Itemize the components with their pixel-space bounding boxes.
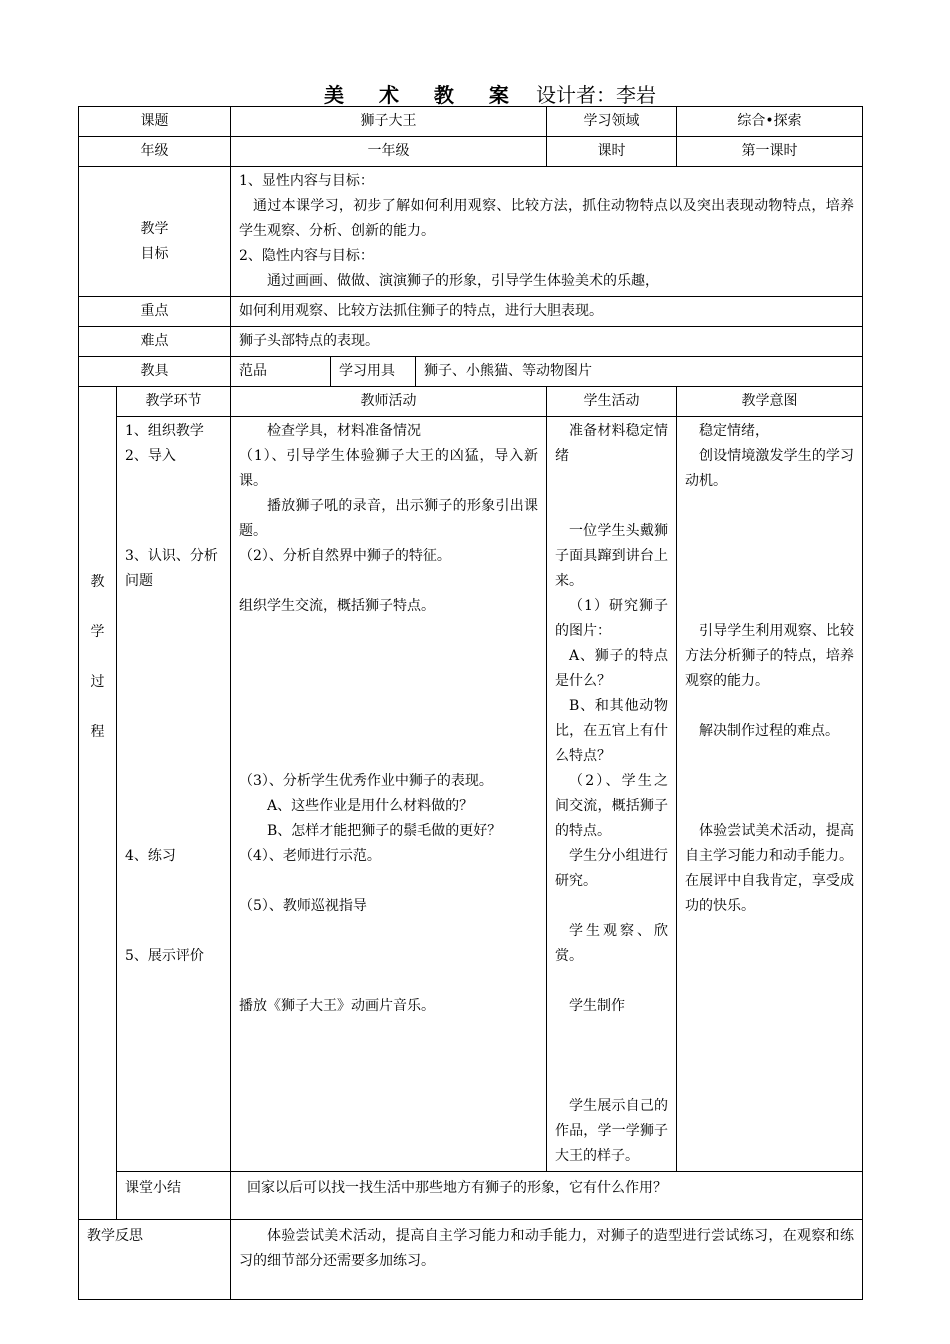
header-stage: 教学环节 bbox=[117, 387, 231, 417]
topic-value: 狮子大王 bbox=[231, 107, 547, 137]
stage-3a: 3、认识、分析 bbox=[125, 548, 218, 564]
field-label: 学习领域 bbox=[547, 107, 677, 137]
stage-4: 4、练习 bbox=[125, 848, 176, 864]
stage-column bbox=[117, 417, 231, 1172]
grade-value: 一年级 bbox=[231, 137, 547, 167]
student-3: （1）研究狮子的图片： bbox=[555, 598, 669, 639]
student-8: 学生观察、欣赏。 bbox=[555, 923, 669, 964]
header-teacher: 教师活动 bbox=[231, 387, 547, 417]
difficulty-text: 狮子头部特点的表现。 bbox=[231, 327, 863, 357]
stage-2: 2、导入 bbox=[125, 448, 176, 464]
topic-label: 课题 bbox=[79, 107, 231, 137]
field-value: 综合•探索 bbox=[677, 107, 863, 137]
teacher-11: 播放《狮子大王》动画片音乐。 bbox=[239, 998, 435, 1014]
page-title: 美 术 教 案 bbox=[324, 83, 523, 107]
student-5: B、和其他动物比，在五官上有什么特点？ bbox=[555, 698, 669, 764]
student-7: 学生分小组进行研究。 bbox=[555, 848, 669, 889]
teacher-4: （2）、分析自然界中狮子的特征。 bbox=[239, 548, 451, 564]
intent-4: 解决制作过程的难点。 bbox=[699, 723, 840, 739]
header-student: 学生活动 bbox=[547, 387, 677, 417]
goals-content bbox=[231, 167, 863, 297]
student-2: 一位学生头戴狮子面具蹿到讲台上来。 bbox=[555, 523, 669, 589]
teacher-8: B、怎样才能把狮子的鬃毛做的更好？ bbox=[267, 823, 502, 839]
tools-sample: 范品 bbox=[231, 357, 331, 387]
period-value: 第一课时 bbox=[677, 137, 863, 167]
page-header bbox=[0, 79, 950, 109]
stage-3b: 问题 bbox=[125, 573, 153, 589]
key-label: 重点 bbox=[79, 297, 231, 327]
key-text: 如何利用观察、比较方法抓住狮子的特点，进行大胆表现。 bbox=[231, 297, 863, 327]
intent-2: 创设情境激发学生的学习动机。 bbox=[685, 448, 855, 489]
goal-line-4: 通过画画、做做、演演狮子的形象，引导学生体验美术的乐趣， bbox=[267, 273, 659, 289]
tools-study: 狮子、小熊猫、等动物图片 bbox=[416, 357, 863, 387]
stage-5: 5、展示评价 bbox=[125, 948, 204, 964]
teacher-1: 检查学具，材料准备情况 bbox=[267, 423, 421, 439]
difficulty-label: 难点 bbox=[79, 327, 231, 357]
summary-text: 回家以后可以找一找生活中那些地方有狮子的形象，它有什么作用？ bbox=[231, 1172, 863, 1220]
reflection-label: 教学反思 bbox=[79, 1220, 231, 1300]
goals-label: 教学 目标 bbox=[79, 167, 231, 297]
designer-label: 设计者：李岩 bbox=[536, 83, 656, 107]
intent-1: 稳定情绪， bbox=[699, 423, 770, 439]
teacher-7: A、这些作业是用什么材料做的？ bbox=[267, 798, 474, 814]
student-10: 学生展示自己的作品，学一学狮子大王的样子。 bbox=[555, 1098, 669, 1164]
teacher-5: 组织学生交流，概括狮子特点。 bbox=[239, 598, 435, 614]
header-intent: 教学意图 bbox=[677, 387, 863, 417]
process-side-label: 教 学 过 程 bbox=[79, 387, 117, 1220]
student-6: （2）、学生之间交流，概括狮子的特点。 bbox=[555, 773, 669, 839]
period-label: 课时 bbox=[547, 137, 677, 167]
teacher-9: （4）、老师进行示范。 bbox=[239, 848, 381, 864]
intent-6: 在展评中自我肯定，享受成功的快乐。 bbox=[685, 873, 855, 914]
student-1: 准备材料稳定情绪 bbox=[555, 423, 669, 464]
teacher-6: （3）、分析学生优秀作业中狮子的表现。 bbox=[239, 773, 493, 789]
teacher-column bbox=[231, 417, 547, 1172]
intent-3: 引导学生利用观察、比较方法分析狮子的特点，培养观察的能力。 bbox=[685, 623, 855, 689]
goal-line-2: 通过本课学习，初步了解如何利用观察、比较方法，抓住动物特点以及突出表现动物特点，培养学生观察、分析、创新的能力。 bbox=[239, 198, 855, 239]
goal-line-1: 1、显性内容与目标： bbox=[239, 173, 374, 189]
lesson-plan-table bbox=[78, 106, 863, 1300]
grade-label: 年级 bbox=[79, 137, 231, 167]
teacher-10: （5）、教师巡视指导 bbox=[239, 898, 367, 914]
reflection-text: 体验尝试美术活动，提高自主学习能力和动手能力，对狮子的造型进行尝试练习，在观察和练习的细节部分还需要多加练习。 bbox=[231, 1220, 863, 1300]
summary-label: 课堂小结 bbox=[117, 1172, 231, 1220]
tools-study-label: 学习用具 bbox=[331, 357, 416, 387]
goal-line-3: 2、隐性内容与目标： bbox=[239, 248, 374, 264]
tools-label: 教具 bbox=[79, 357, 231, 387]
teacher-3: 播放狮子吼的录音，出示狮子的形象引出课题。 bbox=[239, 498, 539, 539]
teacher-2: （1）、引导学生体验狮子大王的凶猛，导入新课。 bbox=[239, 448, 539, 489]
student-column bbox=[547, 417, 677, 1172]
intent-column bbox=[677, 417, 863, 1172]
student-4: A、狮子的特点是什么？ bbox=[555, 648, 669, 689]
intent-5: 体验尝试美术活动，提高自主学习能力和动手能力。 bbox=[685, 823, 855, 864]
stage-1: 1、组织教学 bbox=[125, 423, 204, 439]
student-9: 学生制作 bbox=[569, 998, 626, 1014]
